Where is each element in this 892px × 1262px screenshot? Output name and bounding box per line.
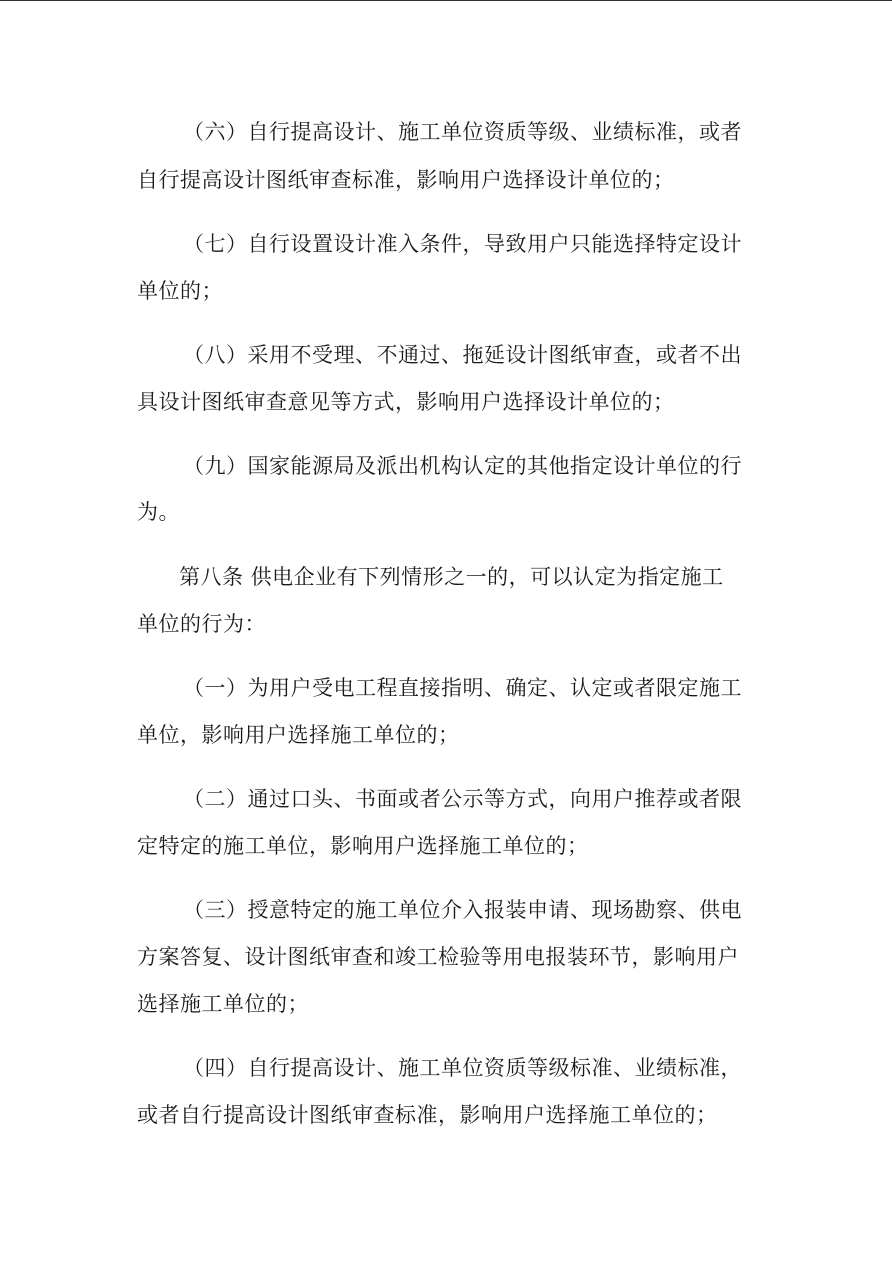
article-8-line-2: 单位的行为：	[137, 612, 266, 636]
clause-8-line-2: 具设计图纸审查意见等方式，影响用户选择设计单位的；	[137, 390, 675, 414]
item-4-line-2: 或者自行提高设计图纸审查标准，影响用户选择施工单位的；	[137, 1103, 718, 1127]
item-2-line-2: 定特定的施工单位，影响用户选择施工单位的；	[137, 834, 589, 858]
item-4-line-1: （四）自行提高设计、施工单位资质等级标准、业绩标准，	[183, 1056, 742, 1080]
item-1-line-2: 单位，影响用户选择施工单位的；	[137, 723, 460, 747]
item-3-line-3: 选择施工单位的；	[137, 992, 309, 1016]
clause-7-line-1: （七）自行设置设计准入条件，导致用户只能选择特定设计	[183, 232, 742, 256]
article-8-line-1: 第八条 供电企业有下列情形之一的，可以认定为指定施工	[179, 565, 724, 589]
clause-9-line-1: （九）国家能源局及派出机构认定的其他指定设计单位的行	[183, 454, 742, 478]
item-3-line-2: 方案答复、设计图纸审查和竣工检验等用电报装环节，影响用户	[137, 945, 739, 969]
clause-9-line-2: 为。	[137, 500, 180, 524]
clause-7-line-2: 单位的；	[137, 279, 223, 303]
clause-8-line-1: （八）采用不受理、不通过、拖延设计图纸审查，或者不出	[183, 343, 742, 367]
item-2-line-1: （二）通过口头、书面或者公示等方式，向用户推荐或者限	[183, 787, 742, 811]
clause-6-line-1: （六）自行提高设计、施工单位资质等级、业绩标准，或者	[183, 120, 742, 144]
item-3-line-1: （三）授意特定的施工单位介入报装申请、现场勘察、供电	[183, 898, 742, 922]
clause-6-line-2: 自行提高设计图纸审查标准，影响用户选择设计单位的；	[137, 168, 675, 192]
item-1-line-1: （一）为用户受电工程直接指明、确定、认定或者限定施工	[183, 676, 742, 700]
